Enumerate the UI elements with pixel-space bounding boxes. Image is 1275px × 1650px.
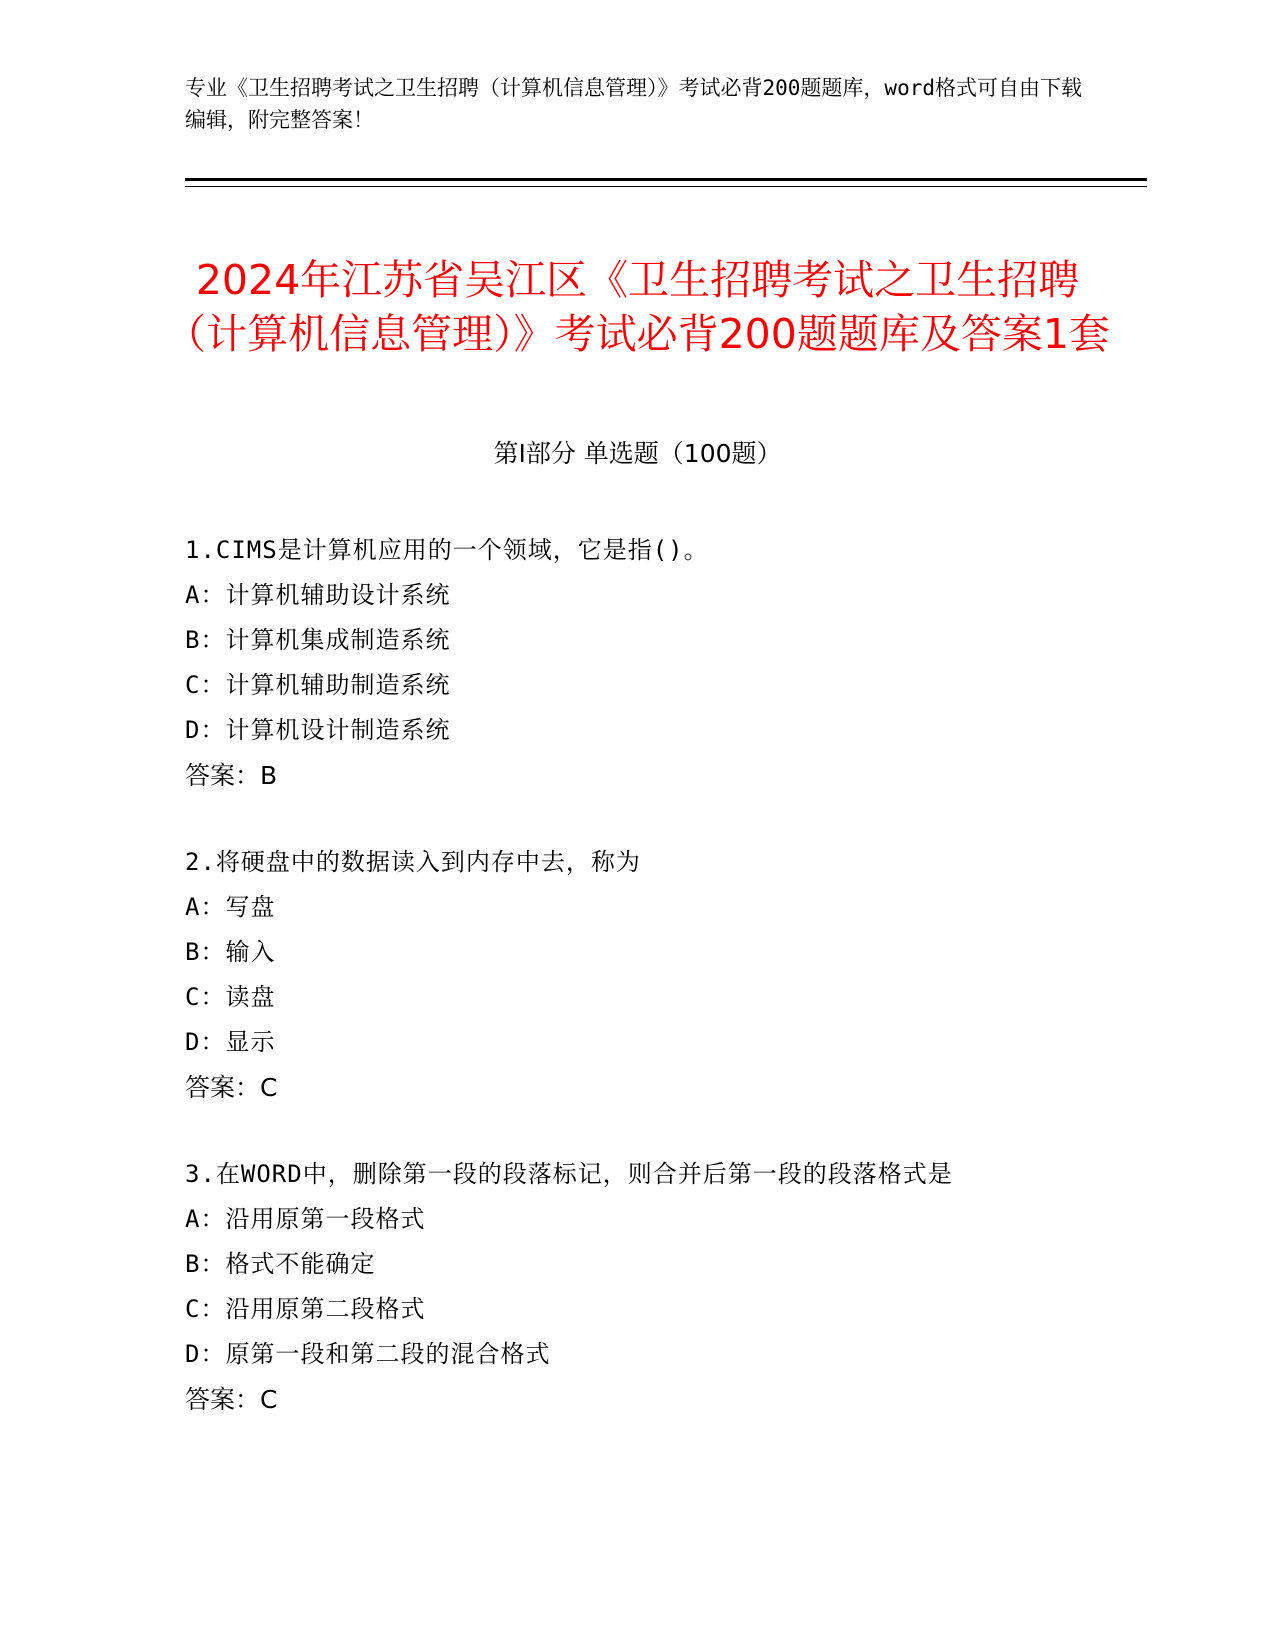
option-b: B：输入 <box>185 938 276 966</box>
question-item <box>185 1152 1135 1422</box>
option-d: D：计算机设计制造系统 <box>185 716 451 744</box>
question-stem: 3.在WORD中，删除第一段的段落标记，则合并后第一段的段落格式是 <box>185 1160 953 1188</box>
question-stem: 2.将硬盘中的数据读入到内存中去，称为 <box>185 848 641 876</box>
question-list <box>185 528 1135 1464</box>
question-item <box>185 528 1135 798</box>
document-title: 2024年江苏省吴江区《卫生招聘考试之卫生招聘（计算机信息管理）》考试必背200题题库及答案1套 <box>165 256 1110 359</box>
header-divider <box>185 178 1147 187</box>
option-c: C：计算机辅助制造系统 <box>185 671 451 699</box>
option-a: A：沿用原第一段格式 <box>185 1205 426 1233</box>
answer: 答案：C <box>185 1385 278 1414</box>
option-a: A：计算机辅助设计系统 <box>185 581 451 609</box>
answer: 答案：C <box>185 1073 278 1102</box>
option-d: D：显示 <box>185 1028 276 1056</box>
option-b: B：计算机集成制造系统 <box>185 626 451 654</box>
section-heading: 第Ⅰ部分 单选题（100题） <box>493 439 782 468</box>
option-a: A：写盘 <box>185 893 276 921</box>
option-d: D：原第一段和第二段的混合格式 <box>185 1340 551 1368</box>
question-stem: 1.CIMS是计算机应用的一个领域，它是指()。 <box>185 536 709 564</box>
option-c: C：沿用原第二段格式 <box>185 1295 426 1323</box>
header-note: 专业《卫生招聘考试之卫生招聘（计算机信息管理）》考试必背200题题库，word格式可自由下载编辑，附完整答案！ <box>185 76 1082 132</box>
question-item <box>185 840 1135 1110</box>
answer: 答案：B <box>185 761 278 790</box>
option-b: B：格式不能确定 <box>185 1250 376 1278</box>
option-c: C：读盘 <box>185 983 276 1011</box>
